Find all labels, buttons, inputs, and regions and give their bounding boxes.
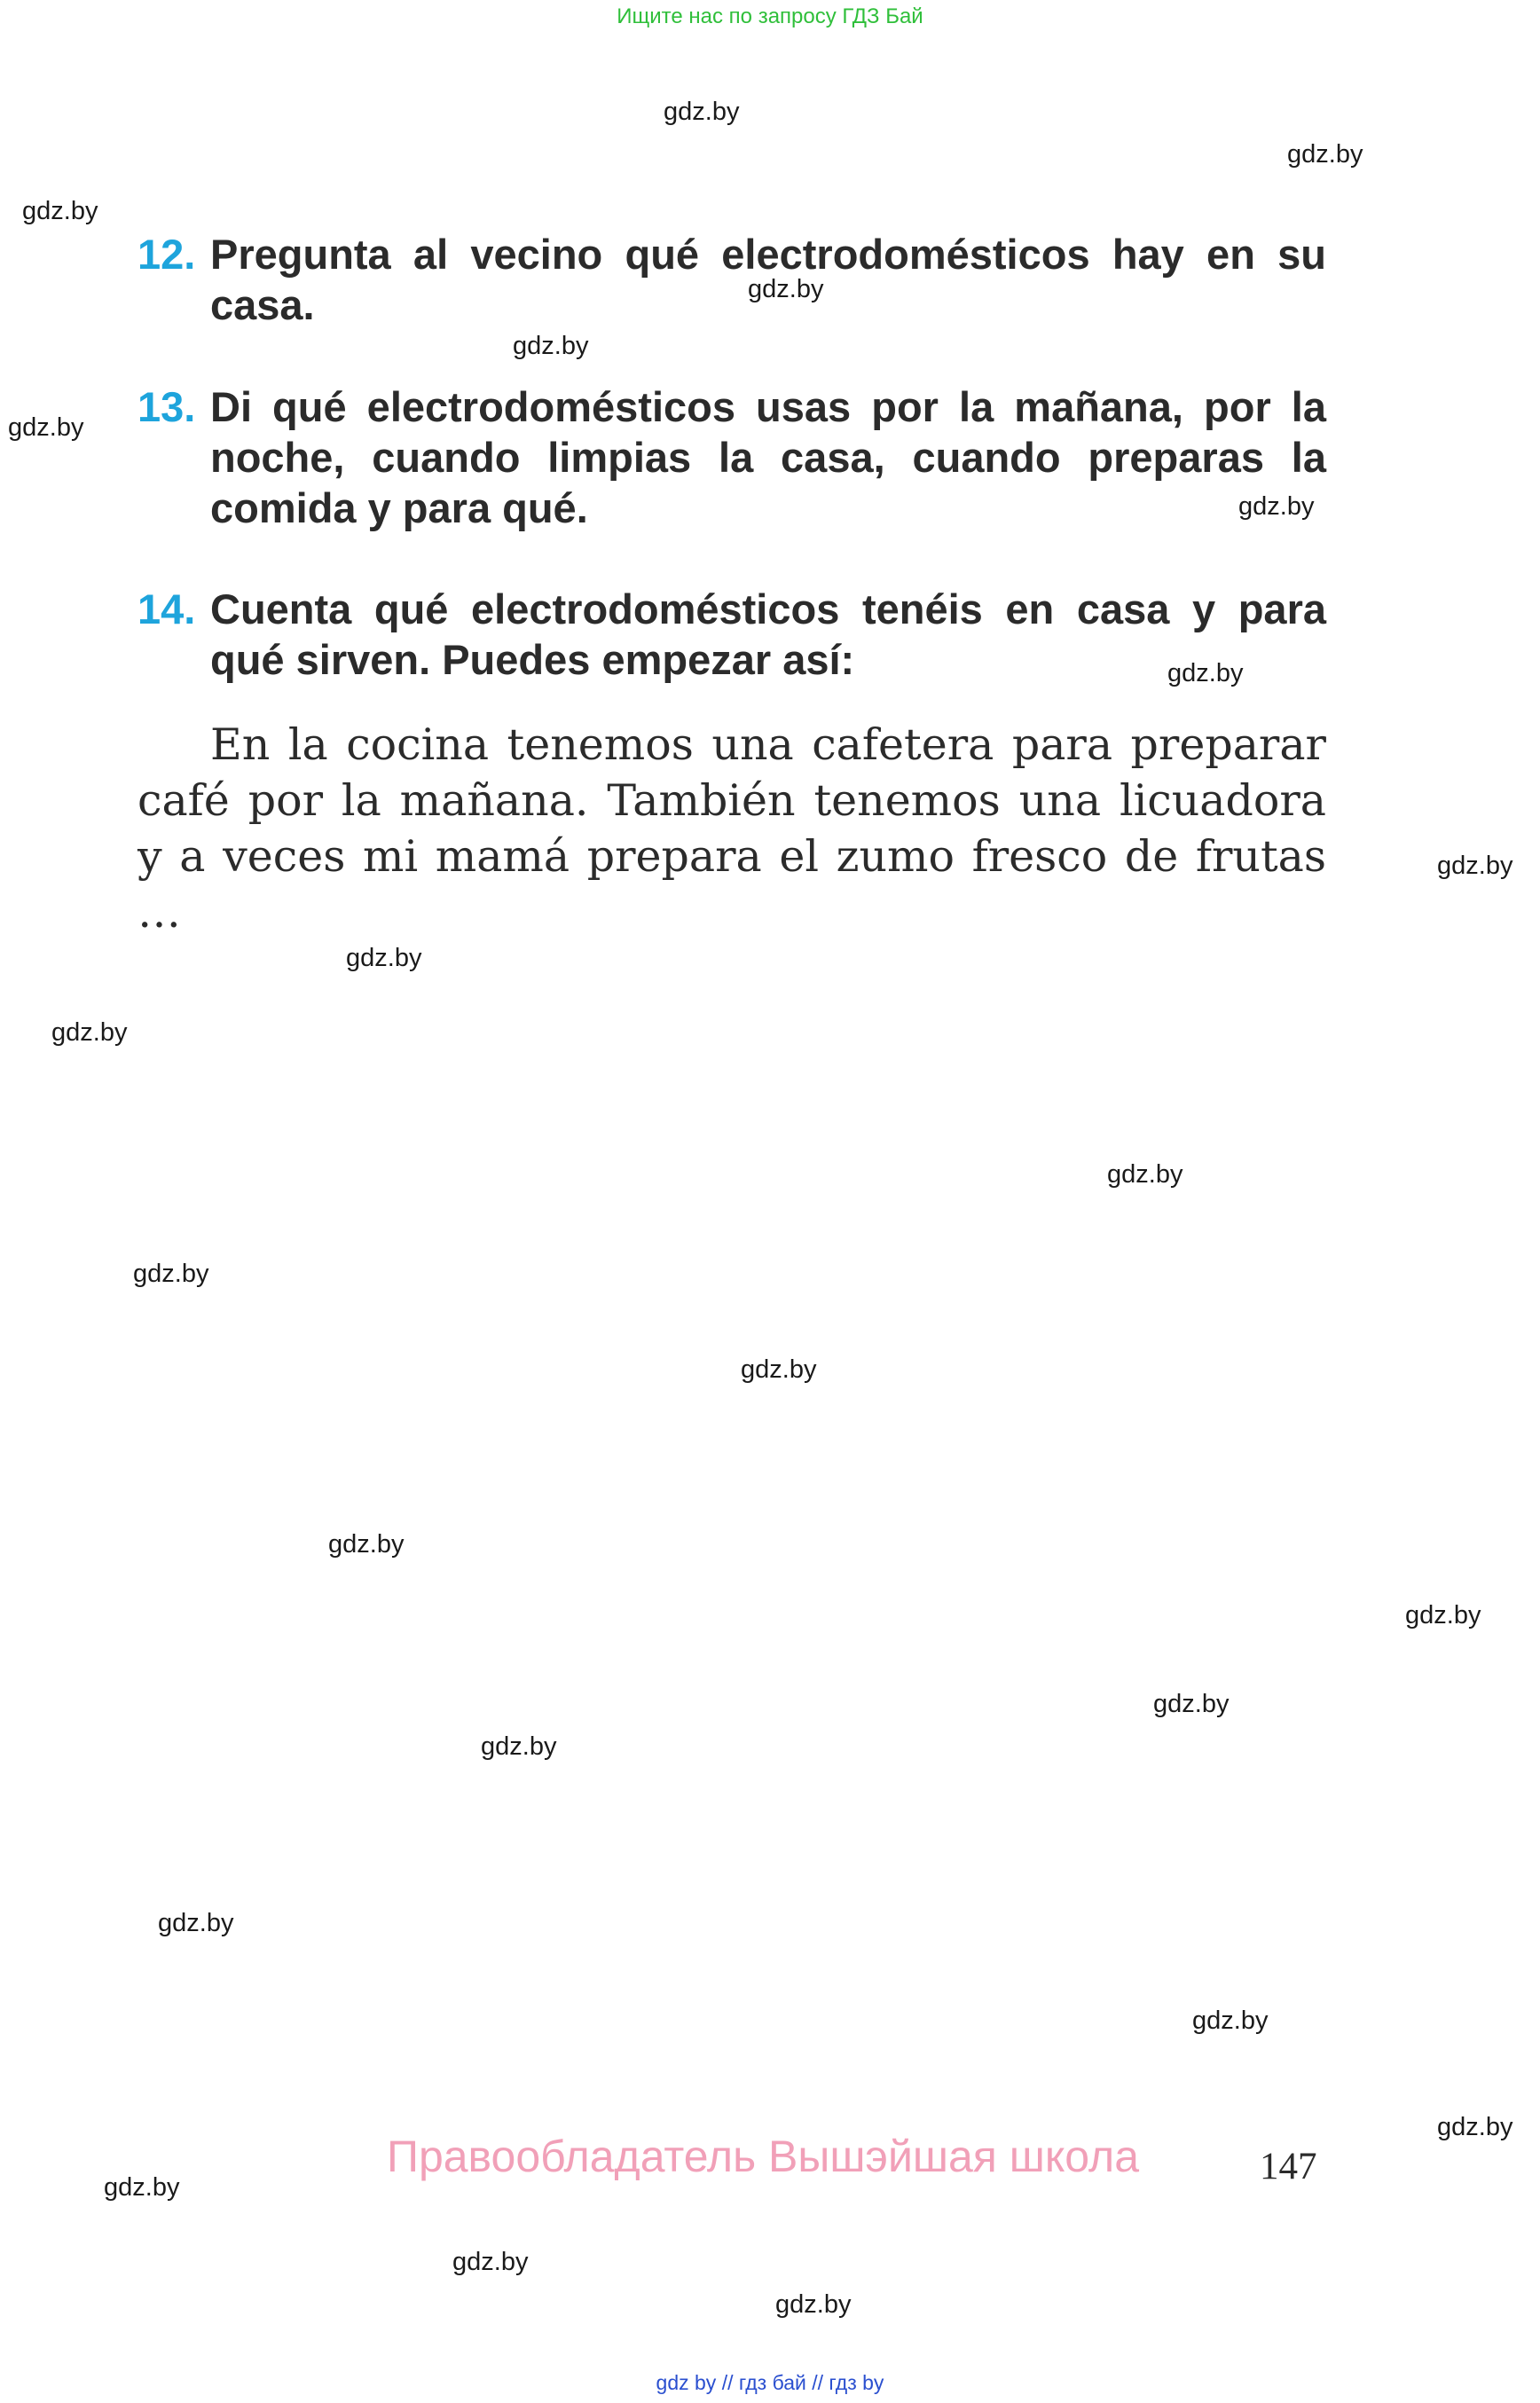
exercise-text: Di qué electrodomésticos usas por la mañana, por la noche, cuando limpias la casa, cuando preparas la comida y para qué. (210, 383, 1326, 531)
watermark: gdz.by (513, 332, 589, 360)
exercise-number: 14. (138, 585, 196, 632)
watermark: gdz.by (741, 1355, 817, 1384)
watermark: gdz.by (133, 1260, 209, 1288)
page-number: 147 (1260, 2146, 1317, 2187)
watermark: gdz.by (104, 2173, 180, 2202)
watermark: gdz.by (328, 1530, 405, 1559)
watermark: gdz.by (664, 98, 740, 126)
watermark: gdz.by (8, 413, 84, 442)
watermark: gdz.by (22, 197, 98, 225)
watermark: gdz.by (748, 275, 824, 303)
watermark: gdz.by (158, 1909, 234, 1937)
exercise-text: Cuenta qué electrodomésticos tenéis en casa y para qué sirven. Puedes empezar así: (210, 585, 1326, 683)
watermark: gdz.by (1238, 492, 1315, 521)
exercise-14 (138, 584, 1326, 685)
watermark: gdz.by (1287, 140, 1363, 169)
bottom-links[interactable]: gdz by // гдз бай // гдз by (656, 2371, 884, 2394)
watermark: gdz.by (481, 1732, 557, 1761)
exercise-12 (138, 229, 1326, 330)
watermark: gdz.by (775, 2290, 852, 2319)
copyright-notice: Правообладатель Вышэйшая школа (387, 2132, 1139, 2181)
sample-paragraph: En la cocina tenemos una cafetera para preparar café por la mañana. También tenemos una licuadora y a veces mi mamá prepara el zumo fresco de frutas … (138, 719, 1326, 938)
exercise-text: Pregunta al vecino qué electrodomésticos hay en su casa. (210, 231, 1326, 328)
watermark: gdz.by (1437, 852, 1513, 880)
watermark: gdz.by (452, 2248, 529, 2276)
top-banner: Ищите нас по запросу ГДЗ Бай (617, 4, 923, 28)
watermark: gdz.by (1167, 659, 1244, 687)
watermark: gdz.by (1437, 2113, 1513, 2141)
exercise-number: 13. (138, 383, 196, 430)
watermark: gdz.by (346, 944, 422, 972)
exercise-number: 12. (138, 231, 196, 278)
exercise-13 (138, 381, 1326, 533)
watermark: gdz.by (1192, 2006, 1269, 2035)
watermark: gdz.by (1405, 1601, 1481, 1629)
watermark: gdz.by (1153, 1690, 1230, 1718)
watermark: gdz.by (51, 1018, 128, 1047)
watermark: gdz.by (1107, 1160, 1183, 1189)
